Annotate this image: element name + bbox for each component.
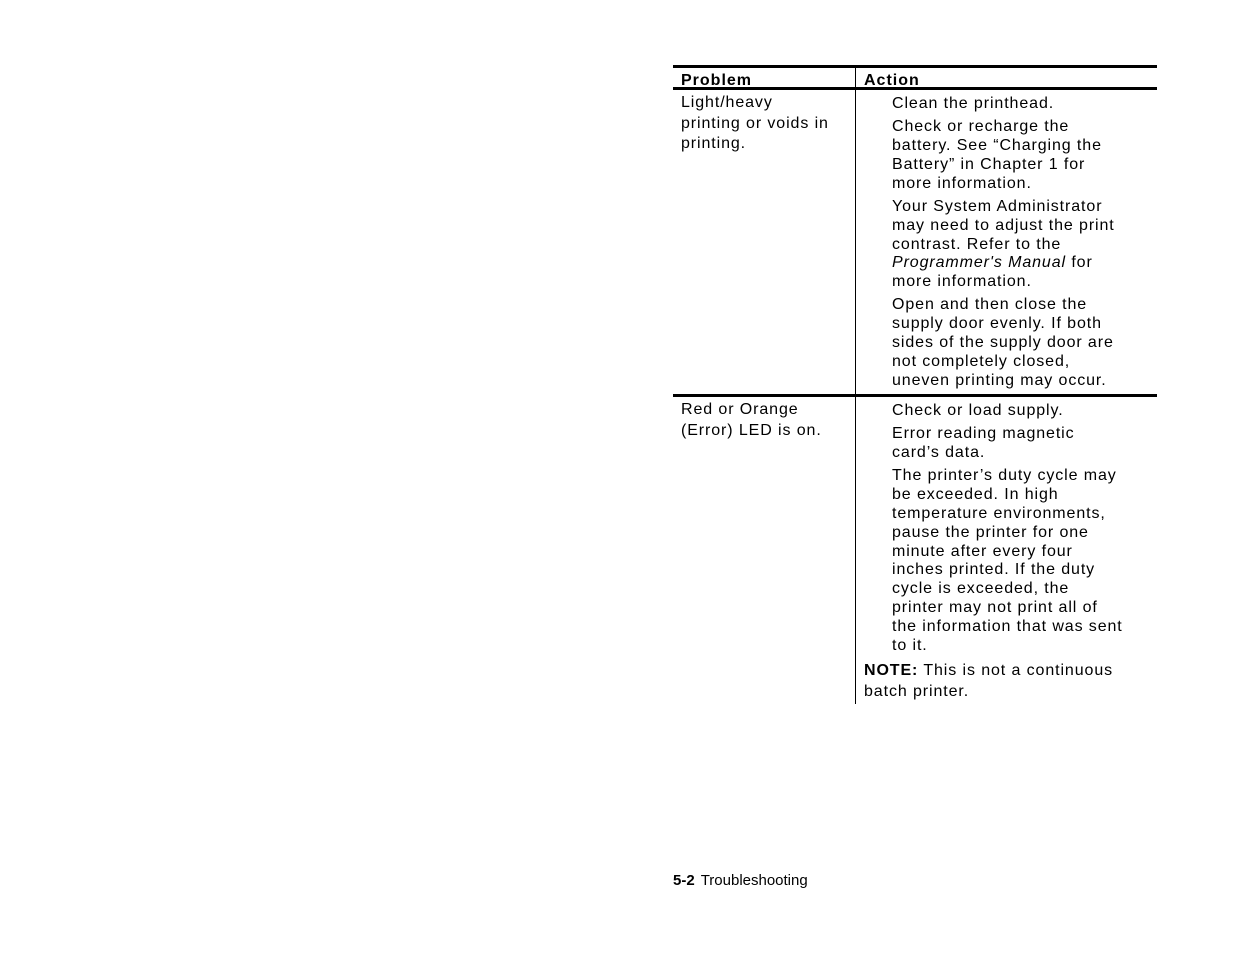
- action-item: Clean the printhead.: [892, 95, 1055, 112]
- page-footer: [673, 872, 808, 890]
- note-label: NOTE:: [864, 661, 919, 679]
- problem-cell: Light/heavy printing or voids in printing.: [681, 94, 829, 152]
- manual-title: Programmer's Manual: [892, 254, 1066, 272]
- action-item: Check or recharge the battery. See “Charging the Battery” in Chapter 1 for more information.: [892, 118, 1102, 192]
- note: [856, 660, 1157, 702]
- problem-cell: Red or Orange (Error) LED is on.: [681, 401, 822, 439]
- problem-column-header: Problem: [681, 72, 753, 89]
- action-cell: [855, 397, 1157, 704]
- table-row: [673, 397, 1157, 704]
- table-row: [673, 90, 1157, 397]
- action-item: Check or load supply.: [892, 402, 1064, 419]
- action-item: Error reading magnetic card’s data.: [892, 425, 1075, 462]
- section-title: Troubleshooting: [700, 872, 808, 889]
- action-cell: [855, 90, 1157, 394]
- action-text: Your System Administrator may need to adjust the print contrast. Refer to the: [892, 197, 1115, 253]
- action-item: The printer’s duty cycle may be exceeded. In high temperature environments, pause the printer for one minute after every four inches printed. If the duty cycle is exceeded, the printer may not print all of the information that was sent to it.: [892, 467, 1123, 654]
- troubleshooting-table: [673, 65, 1157, 704]
- action-column-header: Action: [855, 68, 1157, 87]
- page-number: 5-2: [673, 872, 695, 889]
- action-item: Open and then close the supply door evenly. If both sides of the supply door are not completely closed, uneven printing may occur.: [892, 296, 1114, 389]
- action-text: for more information.: [892, 254, 1093, 291]
- action-item: [856, 198, 1157, 292]
- note-text: This is not a continuous batch printer.: [864, 661, 1114, 700]
- table-header: [673, 65, 1157, 90]
